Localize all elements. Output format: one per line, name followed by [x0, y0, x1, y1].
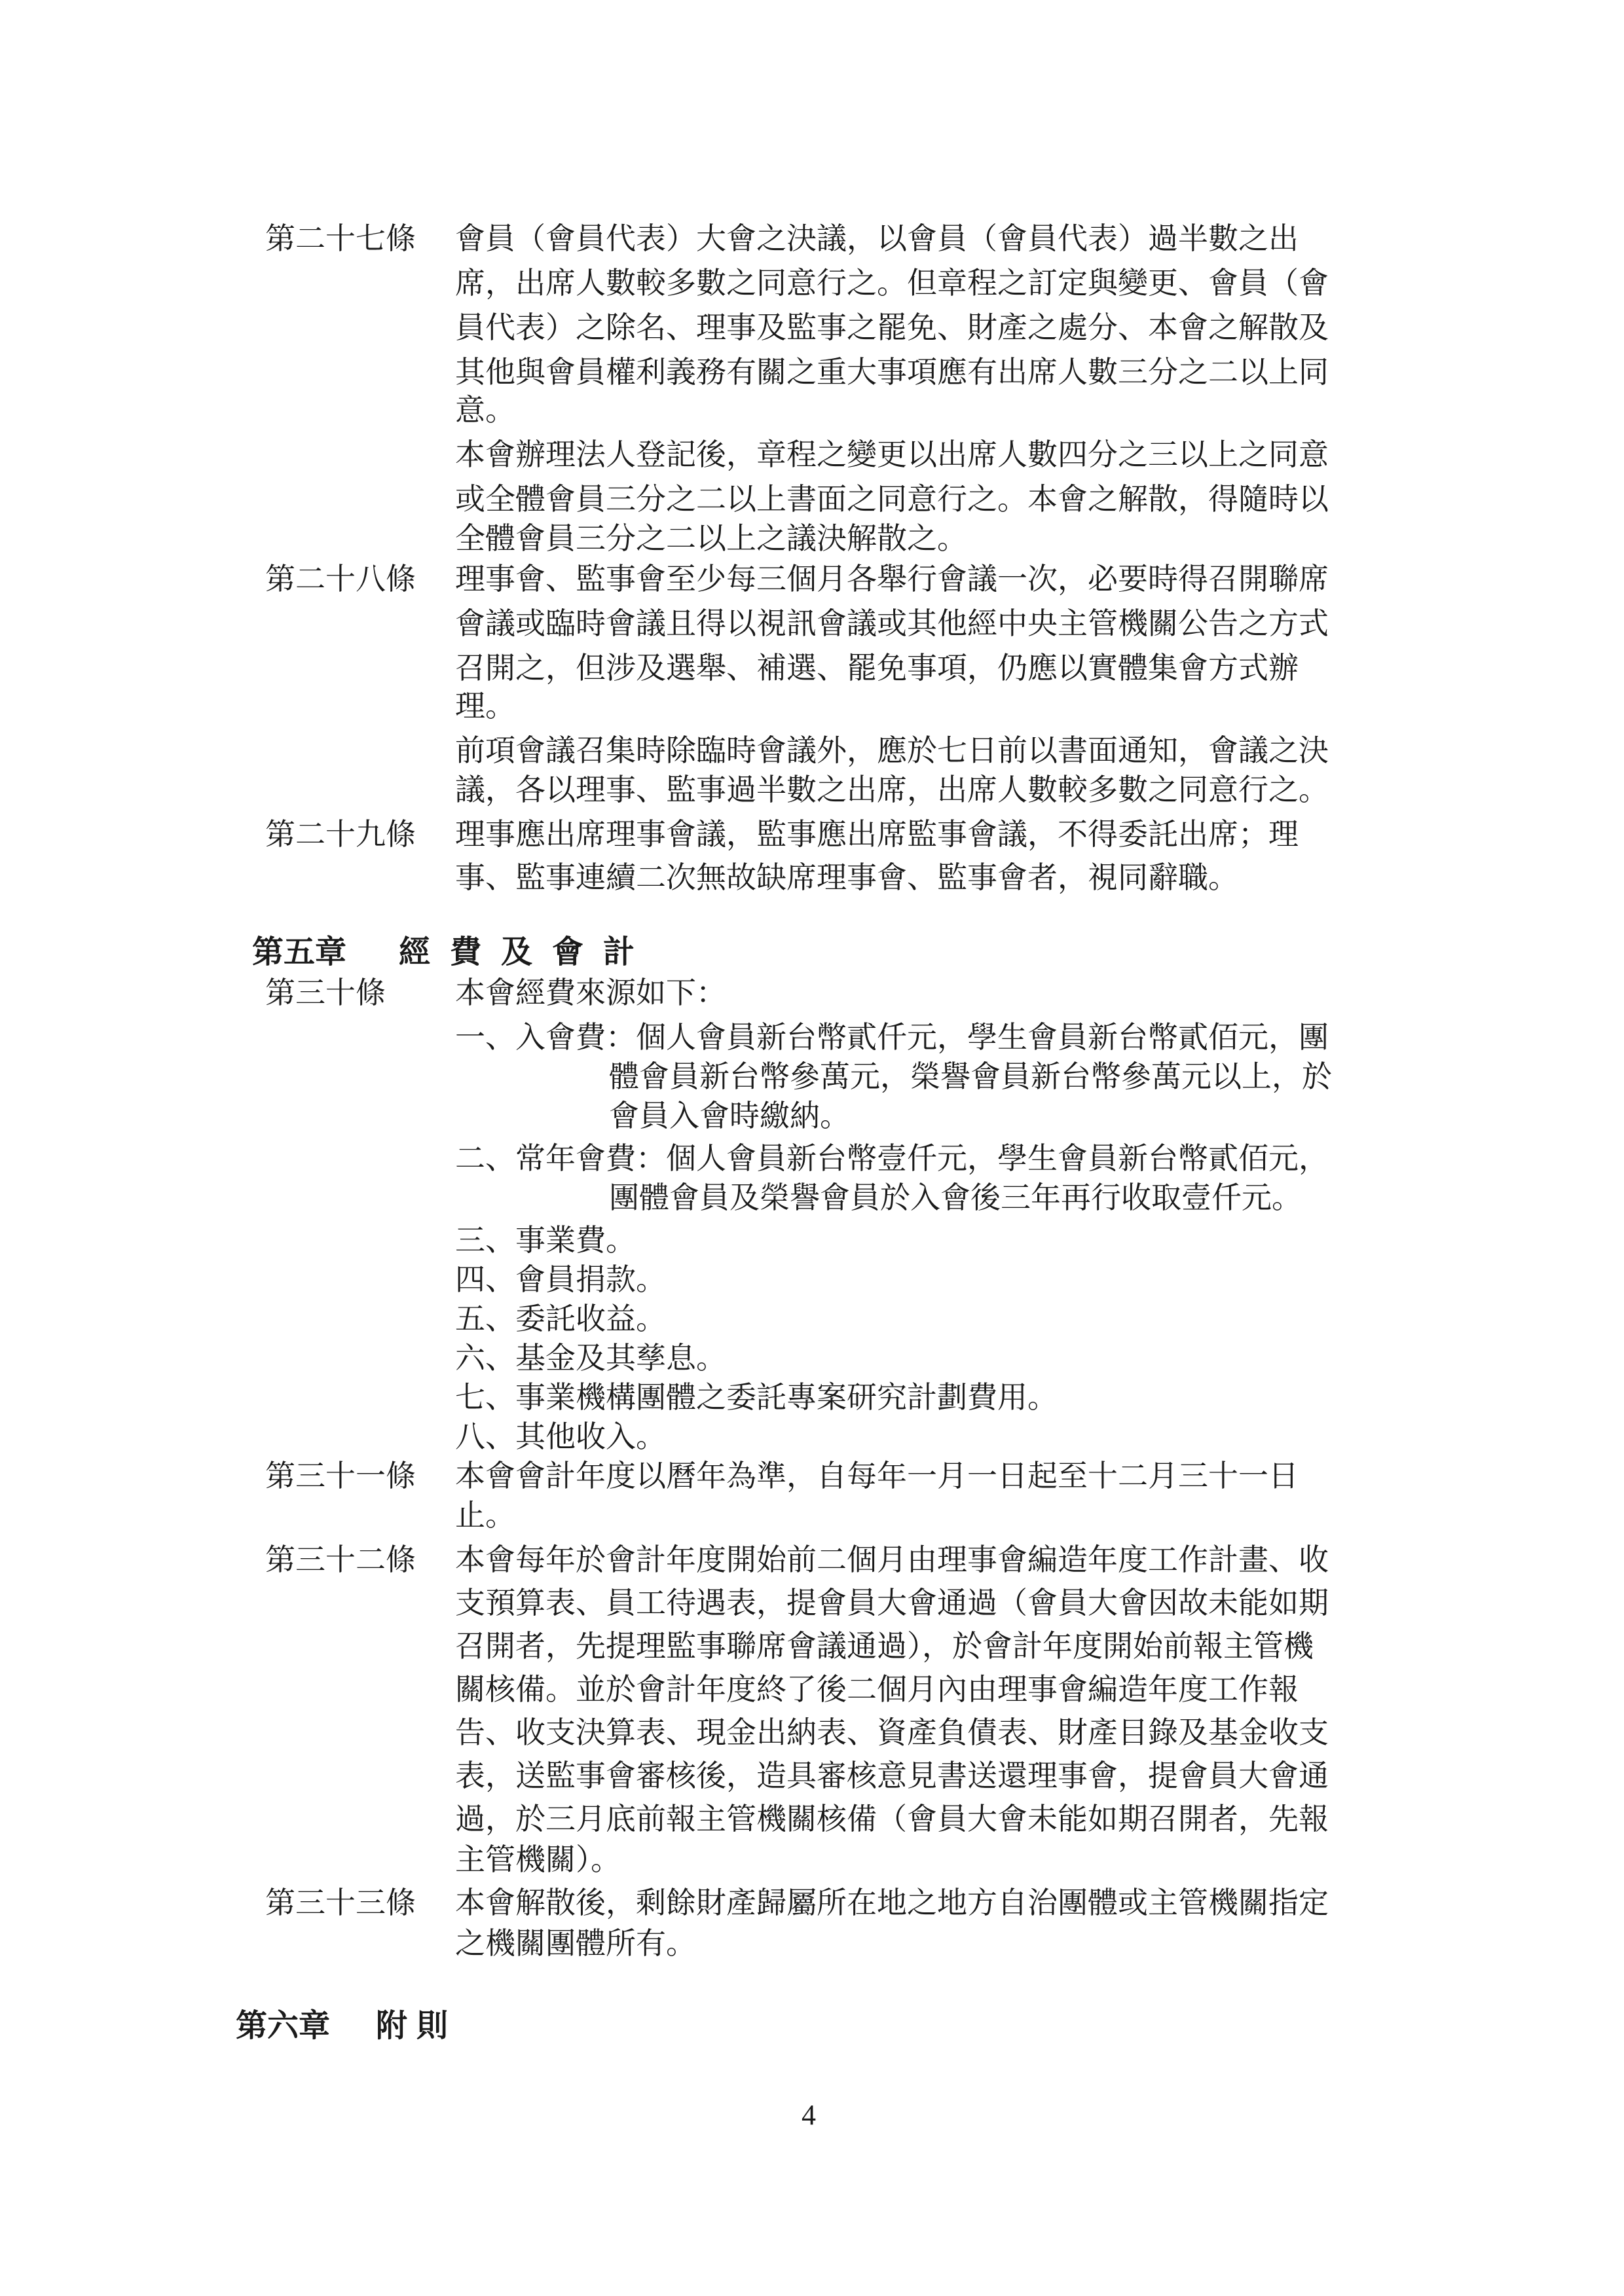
list-item-continuation: 會員入會時繳納。: [609, 1098, 850, 1133]
text-line: 本會辦理法人登記後，章程之變更以出席人數四分之三以上之同意: [455, 437, 1329, 472]
chapter-title: 經費及會計: [399, 934, 655, 970]
text-line: 理事應出席理事會議，監事應出席監事會議，不得委託出席；理: [455, 816, 1299, 852]
text-line: 全體會員三分之二以上之議決解散之。: [455, 520, 967, 556]
article-label: 第三十一條: [265, 1458, 416, 1493]
text-line: 事、監事連續二次無故缺席理事會、監事會者，視同辭職。: [455, 860, 1238, 895]
list-item-continuation: 體會員新台幣參萬元，榮譽會員新台幣參萬元以上，於: [609, 1059, 1332, 1094]
chapter-5-heading: [252, 930, 654, 974]
text-line: 支預算表、員工待遇表，提會員大會通過（會員大會因故未能如期: [455, 1585, 1329, 1620]
text-line: 之機關團體所有。: [455, 1925, 696, 1961]
article-label: 第三十三條: [265, 1885, 416, 1920]
text-line: 關核備。並於會計年度終了後二個月內由理事會編造年度工作報: [455, 1671, 1299, 1707]
text-line: 止。: [455, 1497, 515, 1533]
list-item: 五、委託收益。: [455, 1301, 666, 1336]
text-line: 意。: [455, 392, 515, 428]
text-line: 本會會計年度以曆年為準，自每年一月一日起至十二月三十一日: [455, 1458, 1299, 1493]
list-item: 三、事業費。: [455, 1222, 636, 1258]
list-item: 六、基金及其孳息。: [455, 1340, 726, 1376]
list-item: 七、事業機構團體之委託專案研究計劃費用。: [455, 1379, 1058, 1415]
list-item: 八、其他收入。: [455, 1419, 666, 1454]
text-line: 表，送監事會審核後，造具審核意見書送還理事會，提會員大會通: [455, 1758, 1329, 1793]
text-line: 席，出席人數較多數之同意行之。但章程之訂定與變更、會員（會: [455, 265, 1329, 301]
article-label: 第二十九條: [265, 816, 416, 852]
text-line: 本會經費來源如下：: [455, 975, 726, 1010]
text-line: 召開者，先提理監事聯席會議通過），於會計年度開始前報主管機: [455, 1628, 1314, 1664]
text-line: 議，各以理事、監事過半數之出席，出席人數較多數之同意行之。: [455, 772, 1329, 807]
chapter-6-heading: [236, 2003, 457, 2048]
list-item: 二、常年會費：個人會員新台幣壹仟元，學生會員新台幣貳佰元，: [455, 1140, 1329, 1176]
text-line: 過，於三月底前報主管機關核備（會員大會未能如期召開者，先報: [455, 1801, 1329, 1836]
text-line: 理事會、監事會至少每三個月各舉行會議一次，必要時得召開聯席: [455, 561, 1329, 596]
article-label: 第三十二條: [265, 1542, 416, 1577]
text-line: 召開之，但涉及選舉、補選、罷免事項，仍應以實體集會方式辦: [455, 650, 1299, 685]
page-number: 4: [802, 2099, 816, 2131]
text-line: 告、收支決算表、現金出納表、資產負債表、財產目錄及基金收支: [455, 1715, 1329, 1750]
text-line: 理。: [455, 688, 515, 723]
list-item-continuation: 團體會員及榮譽會員於入會後三年再行收取壹仟元。: [609, 1180, 1302, 1215]
text-line: 其他與會員權利義務有關之重大事項應有出席人數三分之二以上同: [455, 354, 1329, 390]
chapter-label: 第五章: [252, 934, 347, 970]
article-label: 第三十條: [265, 975, 386, 1010]
text-line: 前項會議召集時除臨時會議外，應於七日前以書面通知，會議之決: [455, 733, 1329, 768]
list-item: 四、會員捐款。: [455, 1262, 666, 1297]
text-line: 本會每年於會計年度開始前二個月由理事會編造年度工作計畫、收: [455, 1542, 1329, 1577]
chapter-label: 第六章: [236, 2007, 331, 2044]
text-line: 本會解散後，剩餘財產歸屬所在地之地方自治團體或主管機關指定: [455, 1885, 1329, 1920]
text-line: 主管機關）。: [455, 1842, 621, 1877]
text-line: 會員（會員代表）大會之決議，以會員（會員代表）過半數之出: [455, 221, 1299, 256]
article-label: 第二十八條: [265, 561, 416, 596]
text-line: 會議或臨時會議且得以視訊會議或其他經中央主管機關公告之方式: [455, 606, 1329, 641]
list-item: 一、入會費：個人會員新台幣貳仟元，學生會員新台幣貳佰元，團: [455, 1019, 1329, 1055]
text-line: 員代表）之除名、理事及監事之罷免、財產之處分、本會之解散及: [455, 310, 1329, 345]
chapter-title: 附則: [376, 2007, 458, 2044]
text-line: 或全體會員三分之二以上書面之同意行之。本會之解散，得隨時以: [455, 481, 1329, 517]
article-label: 第二十七條: [265, 221, 416, 256]
